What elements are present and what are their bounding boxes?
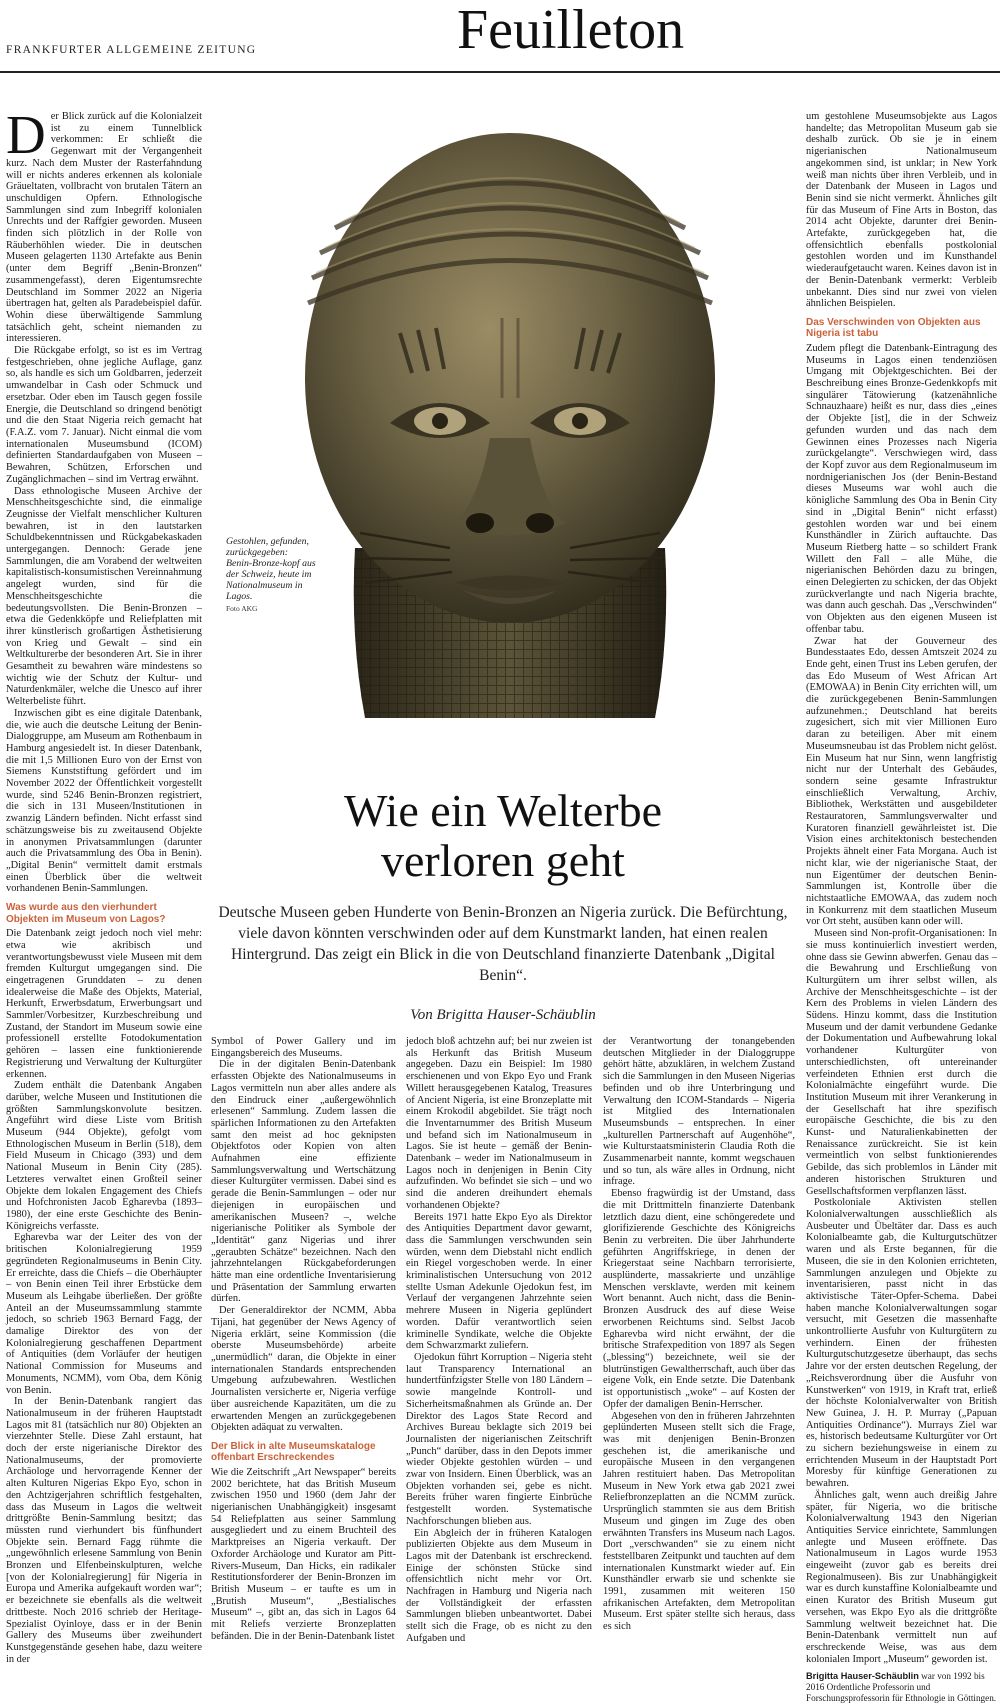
image-caption <box>226 536 316 614</box>
article-column-bottom-3 <box>603 1036 795 1686</box>
subheading: Das Verschwinden von Objekten aus Nigeria ist tabu <box>806 316 981 340</box>
paragraph: Postkoloniale Aktivisten stellen Kolonialverwaltungen ausschließlich als Ausbeuter und Übeltäter dar. Dass es auch Kolonialbeamte gab, die Kulturgutschützer waren und als Erste begannen, für die Museen, die sie in den Kolonien errichteten, Sammlungen anzulegen und Objekte zu inventarisieren, passt nicht in das aktivistische Täter-Opfer-Schema. Dabei haben manche Kolonialverwaltungen sogar versucht, mit Gesetzen die massenhafte unkontrollierte Ausfuhr von Kulturgütern zu verhindern. Einen der frühesten Kulturgutschutzgesetze überhaupt, das sechs Jahre vor der ersten deutschen Regelung, der „Reichsverordnung über die Ausfuhr von Kunstwerken“ von 1919, in Kraft trat, erließ der höchste Kolonialverwalter von British New Guinea, J. H. P. Murray („Papuan Antiquities Ordinance“). Murrays Ziel war es, historisch bedeutsame Kulturgüter vor Ort zu sichern beziehungsweise in einem zu errichtenden Museum in der Hauptstadt Port Moresby für künftige Generationen zu bewahren. <box>806 1197 997 1490</box>
newspaper-name: FRANKFURTER ALLGEMEINE ZEITUNG <box>6 44 257 56</box>
byline: Von Brigitta Hauser-Schäublin <box>410 1007 596 1023</box>
benin-bronze-head-photo <box>240 78 780 738</box>
paragraph: Ein Abgleich der in früheren Katalogen publizierten Objekte aus dem Museum in Lagos mit der Datenbank ist erschreckend. Einige der schönsten Stücke sind offensichtlich nicht mehr vor Ort. Nachfragen in Hamburg und Nigeria nach der Vollständigkeit der erfassten Sammlungen blieben unbeantwortet. Dabei stellt sich die Frage, ob es nicht zu den Aufgaben und <box>406 1527 592 1644</box>
paragraph: Zwar hat der Gouverneur des Bundesstaates Edo, dessen Amtszeit 2024 zu Ende geht, einen Trust ins Leben gerufen, der das Edo Museum of West African Art (EMOWAA) in Benin City errichten will, um die zurückgegebenen Benin-Sammlungen aufzunehmen.; Deutschland hat bereits zugesichert, sich mit vier Millionen Euro daran zu beteiligen. Aber mit einem Museumsneubau ist das Problem nicht gelöst. Ein Museum hat nur Sinn, wenn langfristig nicht nur der Unterhalt des Gebäudes, sondern seine gesamte Infrastruktur einschließlich Verwaltung, Archiv, Bibliothek, Werkstätten und ausgebildeter Restauratoren, Sammlungsverwalter und Kuratoren finanziell gewährleistet ist. Die Vision eines architektonisch bestechenden Projekts ähnelt einer Fata Morgana. Auch ist nicht klar, wie der nigerianische Staat, der nun Eigentümer der deutschen Benin-Sammlungen ist, Kontrolle über die nichtstaatliche EMOWAA, das zudem noch in Konkurrenz mit dem staatlichen Museum vor Ort steht, ausüben kann oder will. <box>806 635 997 928</box>
paragraph: Zudem enthält die Datenbank Angaben darüber, welche Museen und Institutionen die größten Sammlungskonvolute besitzen. Angeführt wird diese Liste vom British Museum (944 Objekte), gefolgt vom Ethnologischen Museum in Berlin (518), dem Field Museum in Chicago (393) und dem National Museum in Benin City (285). Letzteres verwaltet einen Großteil seiner Objekte dem lokalen Engagement des Chiefs und Hofchronisten Jacob Egharevba (1893–1980), der eine erste Geschichte des Benin-Königreichs verfasste. <box>6 1080 202 1232</box>
paragraph: In der Benin-Datenbank rangiert das Nationalmuseum in der früheren Hauptstadt Lagos mit 81 (tatsächlich nur 80) Objekten an vierzehnter Stelle. Diese Zahl erstaunt, hat doch der erste nigerianische Direktor des Nationalmuseums, der promovierte Archäologe und hervorragende Kenner der alten Kulturen Nigerias Ekpo Eyo, schon in den Achtzigerjahren schriftlich festgehalten, dass das Museum in Lagos die weltweit drittgrößte Benin-Sammlung besitzt; das müssten rund vierhundert bis fünfhundert Objekte sein. Bernard Fagg rühmte die „ungewöhnlich erlesene Sammlung von Benin Bronzen und Elfenbeinskulpturen, welche [von der Kolonialregierung] für Nigeria in Europa und Amerika aufgekauft worden war“; er bezeichnete sie ebenfalls als die weltweit drittbeste. Noch 2016 schrieb der Heritage-Spezialist Oyinloye, dass er in der Benin Gallery des Museums über zweihundert Kunstgegenstände gesehen habe, dazu weitere in der <box>6 1396 202 1665</box>
paragraph: Die Rückgabe erfolgt, so ist es im Vertrag festgeschrieben, ohne jegliche Auflage, ganz so, als handle es sich um Goldbarren, jederzeit umwandelbar in Cash oder Schmuck und ersetzbar. Oder eben im Tausch gegen fossile Energie, die Deutschland so dringend benötigt und die den Staat Nigeria reich gemacht hat (F.A.Z. vom 7. Januar). Nicht einmal die vom internationalen Museumsbund (ICOM) definierten Standardaufgaben von Museen – Bewahren, Schützen, Erforschen und Zugänglichmachen – sind im Vertrag erwähnt. <box>6 345 202 485</box>
paragraph: Inzwischen gibt es eine digitale Datenbank, die, wie auch die deutsche Leitung der Benin-Dialoggruppe, am Museum am Rothenbaum in Hamburg angesiedelt ist. In dieser Datenbank, die mit 1,5 Millionen Euro von der Ernst von Siemens Kunststiftung gefördert und im November 2022 der Öffentlichkeit vorgestellt wurde, sind 5246 Benin-Bronzen registriert, die sich in 131 Museen/Institutionen in zwanzig Ländern befinden. Nicht erfasst sind schätzungsweise bis zu zweitausend Objekte in anonymen Privatsammlungen (darunter auch die Privatsammlung des Oba in Benin). „Digital Benin“ vermittelt damit erstmals einen Überblick über die weltweit vorhandenen Benin-Sammlungen. <box>6 707 202 895</box>
paragraph: Ebenso fragwürdig ist der Umstand, dass die mit Drittmitteln finanzierte Datenbank letztlich dazu dient, eine schöngeredete und glorifizierende Geschichte des Königreichs Benin zu verbreiten. Die über Jahrhunderte geführten Angriffskriege, in denen der Kriegerstaat seine Nachbarn terrorisierte, ausplünderte, massakrierte und unzählige Menschen versklavte, werden mit keinem Wort benannt. Auch nicht, dass die Benin-Bronzen Ausdruck des auf diese Weise erworbenen Reichtums sind. Selbst Jacob Egharevba wird nicht erwähnt, der die britische Strafexpedition von 1897 als Segen („blessing“) bezeichnete, weil sie der blutrünstigen Gewaltherrschaft, auch über das eigene Volk, ein Ende setzte. Die Datenbank ist opportunistisch „woke“ – auf Kosten der Opfer der damaligen Benin-Herrscher. <box>603 1188 795 1410</box>
article-column-left <box>6 104 202 1686</box>
paragraph: Ähnliches galt, wenn auch dreißig Jahre später, für Nigeria, wo die britische Kolonialverwaltung 1943 den Nigerian Antiquities Service einrichtete, Sammlungen anlegte und Museen eröffnete. Das Nationalmuseum in Lagos wurde 1953 eingeweiht (zuvor gab es bereits drei Regionalmuseen). Bis zur Unabhängigkeit war es durch kunstaffine Kolonialbeamte und einen Kurator des British Museum gut versehen, was Ekpo Eyo als die drittgrößte Sammlung weltweit bezeichnet hat. Die Benin-Datenbank vermittelt nun auf erschreckende Weise, was aus dem kolonialen Import „Museum“ geworden ist. <box>806 1489 997 1665</box>
article-column-bottom-1 <box>211 1036 396 1686</box>
paragraph: Symbol of Power Gallery und im Eingangsbereich des Museums. <box>211 1036 396 1059</box>
paragraph: Dass ethnologische Museen Archive der Menschheitsgeschichte sind, die einmalige Zeugnisse der Vielfalt menschlicher Kulturen bewahren, ist in den lautstarken Schuldbekenntnissen und Rückgabekaskaden untergegangen. Dennoch: Gerade jene Sammlungen, die am Vorabend der weltweiten kapitalistisch-konsumistischen Vereinnahmung angelegt wurden, sind für die Menschheitsgeschichte die bedeutungsvollsten. Die Benin-Bronzen – etwa die Gedenkköpfe und Reliefplatten mit ihrer künstlerisch großartigen Ästhetisierung von Krieg und Gewalt – sind ein Weltkulturerbe der besonderen Art. Sie in ihrer Gesamtheit zu bewahren wäre mindestens so wichtig wie der Schutz der Kultur- und Naturdenkmäler, welche die Unesco auf ihrer Welterbeliste führt. <box>6 485 202 708</box>
paragraph: um gestohlene Museumsobjekte aus Lagos handelte; das Metropolitan Museum gab sie deshalb zurück. Ob sie je in einem nigerianischen Nationalmuseum angekommen sind, ist unklar; in New York weiß man nichts über ihren Verbleib, und in der Datenbank der Museen in Lagos und Benin sind sie nicht vermerkt. Ähnliches gilt für das Museum of Fine Arts in Boston, das 2014 acht Objekte, darunter drei Benin-Artefakte, zurückgegeben hat, die offensichtlich ebenfalls postkolonial gestohlen worden und im Kunsthandel wiederaufgetaucht waren. Keines davon ist in der Benin-Datenbank vermerkt: Verbleib unbekannt. Dies sind nur zwei von vielen ähnlichen Beispielen. <box>806 111 997 310</box>
caption-text: Gestohlen, gefunden, zurückgegeben: Benin-Bronze-kopf aus der Schweiz, heute im Nationalmuseum in Lagos. <box>226 536 316 602</box>
author-name: Brigitta Hauser-Schäublin <box>806 1671 919 1682</box>
subheading: Der Blick in alte Museumskataloge offenbart Erschreckendes <box>211 1440 376 1464</box>
photo-credit: Foto AKG <box>226 604 258 613</box>
paragraph: Bereits 1971 hatte Ekpo Eyo als Direktor des Antiquities Department davor gewarnt, dass die Sammlungen verschwunden sein würden, wenn dem Diebstahl nicht endlich ein Riegel vorgeschoben werde. In einer kriminalistischen Untersuchung von 2012 stellte Usman Adekunle Ojedokun fest, im Verlauf der vergangenen Jahrzehnte seien mehrere Museen in Nigeria geplündert worden. Dafür verantwortlich seien kriminelle Syndikate, welche die Objekte dem Schwarzmarkt zuliefern. <box>406 1211 592 1352</box>
paragraph: er Blick zurück auf die Kolonialzeit ist zu einem Tunnelblick verkommen: Er schließt die Gegenwart mit der Vergangenheit kurz. Nach dem Muster der Rasterfahndung will er nichts anderes erkennen als koloniale Gräueltaten, vollbracht von brutalen Tätern an unschuldigen Opfern. Ethnologische Sammlungen sind zum Inbegriff kolonialen Unrechts und der Raffgier geworden. Museen finden sich plötzlich in der Rolle von Räuberhöhlen wieder. Die in deutschen Museen gelagerten 1130 Artefakte aus Benin (unter dem Begriff „Benin-Bronzen“ zusammengefasst), deren Eigentumsrechte Deutschland im Sommer 2022 an Nigeria übertragen hat, gelten als Paradebeispiel dafür. Wohin diese überwältigende Sammlung tatsächlich geht, scheint niemanden zu interessieren. <box>6 111 202 345</box>
paragraph: Abgesehen von den in früheren Jahrzehnten geplünderten Museen stellt sich die Frage, was mit denjenigen Benin-Bronzen geschehen ist, die amerikanische und europäische Museen in den vergangenen Jahren restituiert haben. Das Metropolitan Museum in New York etwa gab 2021 zwei Reliefbronzeplatten an die NCMM zurück. Ursprünglich stammten sie aus dem British Museum und gingen im Zuge des oben erwähnten Transfers ins Museum nach Lagos. Dort „verschwanden“ sie zu einem nicht feststellbaren Zeitpunkt und tauchten auf dem internationalen Kunstmarkt wieder auf. Ein Kunsthändler erwarb sie und schenkte sie 1991, zusammen mit weiteren 150 afrikanischen Artefakten, dem Metropolitan Museum. Erst später stellte sich heraus, dass es sich <box>603 1410 795 1633</box>
paragraph: Ojedokun führt Korruption – Nigeria steht laut Transparency International an hundertfünfzigster Stelle von 180 Ländern – sowie mangelnde Kontroll- und Sicherheitsmaßnahmen als Gründe an. Der Direktor des Lagos State Record and Archives Bureau beklagte sich 2019 bei Journalisten der nigerianischen Zeitschrift „Punch“ darüber, dass in den Depots immer wieder Objekte gestohlen würden – und zwar von Insidern. Einen Überblick, was an Objekten vorhanden sei, gebe es nicht. Bereits früher waren fingierte Einbrüche festgestellt worden. Systematische Nachforschungen blieben aus. <box>406 1351 592 1527</box>
paragraph: jedoch bloß achtzehn auf; bei nur zweien ist als Herkunft das British Museum angegeben. Dazu ein Beispiel: Im 1980 erschienenen und von Ekpo Eyo und Frank Willett herausgegebenen Katalog, Treasures of Ancient Nigeria, ist eine Bronzeplatte mit einem Krokodil abgebildet. Sie trägt noch die Inventarnummer des British Museum und befand sich im Nationalmuseum in Lagos. Sie ist heute – gemäß der Benin-Datenbank – weder im Nationalmuseum in Lagos noch in denjenigen in Benin City aufzufinden. Wo befindet sie sich – und wo sind die anderen dreihundert ehemals vorhandenen Objekte? <box>406 1036 592 1211</box>
article-headline <box>211 786 795 886</box>
paragraph: Der Generaldirektor der NCMM, Abba Tijani, hat gegenüber der News Agency of Nigeria erklärt, seine Kommission (die oberste Museumsbehörde) arbeite „unermüdlich“ daran, die Objekte in einer internationalen Standards entsprechenden Umgebung aufzubewahren. Westlichen Journalisten versicherte er, Nigeria verfüge über ausreichende Kapazitäten, um die zu erwartenden Mengen an zurückgegebenen Objekten adäquat zu verwalten. <box>211 1305 396 1434</box>
drop-cap: D <box>6 104 46 165</box>
header-rule <box>0 71 1000 73</box>
paragraph: der Verantwortung der tonangebenden deutschen Mitglieder in der Dialoggruppe gehört hätte, abzuklären, in welchem Zustand sich die Sammlungen in den Museen Nigerias befinden und ob ihre Unterbringung und Verwaltung den ICOM-Standards – Nigeria ist Mitglied des Internationalen Museumsbunds – entsprechen. In einer „kulturellen Partnerschaft auf Augenhöhe“, wie Kulturstaatsministerin Claudia Roth die Zusammenarbeit nannte, kommt wegschauen und so tun, als wäre alles in Ordnung, nicht infrage. <box>603 1036 795 1188</box>
paragraph: Die Datenbank zeigt jedoch noch viel mehr: etwa wie akribisch und verantwortungsbewusst viele Museen mit dem fremden Kulturgut umgegangen sind. Die eingetragenen Grunddaten – zu denen idealerweise die Maße des Objekts, Material, Herkunft, Erwerbsdatum, Erwerbungsart und Sammler/Vorbesitzer, Kurzbeschreibung und Zustand, der Standort im Museum sowie eine professionell erstellte Fotodokumentation gehören – lassen eine funktionierende Registrierung und Verwaltung der Kulturgüter erkennen. <box>6 928 202 1080</box>
article-column-right <box>806 111 997 1704</box>
headline-line-2: verloren geht <box>381 835 625 886</box>
article-deck: Deutsche Museen geben Hunderte von Benin-Bronzen an Nigeria zurück. Die Befürchtung, viele davon könnten verschwinden oder auf dem Kunstmarkt landen, hat einen realen Hintergrund. Das zeigt ein Blick in die von Deutschland finanzierte Datenbank „Digital Benin“. <box>218 904 788 984</box>
paragraph: Egharevba war der Leiter des von der britischen Kolonialregierung 1959 gegründeten Regionalmuseums in Benin City. Er erreichte, dass die Chiefs – die Oberhäupter – von Benin einen Teil ihrer Erbstücke dem Museum als Leihgabe überließen. Der größte Anteil an der Museumssammlung stammte jedoch, so schrieb 1963 Bernard Fagg, der damalige Direktor des von der Kolonialregierung geschaffenen Department of Antiquities (dem Vorläufer der heutigen National Commission for Museums and Monuments, NCMM), vom Oba, dem König von Benin. <box>6 1232 202 1396</box>
author-note <box>806 1671 997 1704</box>
section-title: Feuilleton <box>457 0 685 61</box>
paragraph: Museen sind Non-profit-Organisationen: In sie muss kontinuierlich investiert werden, ohne dass sie Gewinn abwerfen. Genau das – die Bewahrung und Erschließung von Kulturgütern um ihrer selbst willen, als Archive der Menschheitsgeschichte – ist der Kern des Problems in vielen Ländern des Südens. Hinzu kommt, dass die Institution Museum und der damit verbundene Gedanke der Dokumentation und Aufbewahrung lokal vorhandener Kulturgüter von unterschiedlichsten, oft untereinander verfeindeten Ethnien erst durch die Kolonialmächte eingeführt wurde. Die Institution Museum mit ihrer Verankerung in der Gesellschaft hat ihre spezifisch europäische Geschichte, die bis zu den Kunst- und Naturalienkabinetten der Renaissance zurückreicht. Sie ist kein vermeintlich von selbst funktionierendes Gebilde, das sich problemlos in Länder mit anderen historischen Strukturen und Gesellschaftsformen verpflanzen lässt. <box>806 928 997 1197</box>
paragraph: Zudem pflegt die Datenbank-Eintragung des Museums in Lagos einen tendenziösen Umgang mit Objektgeschichten. Bei der Beschreibung eines Bronze-Gedenkkopfs mit singulärer Tätowierung (katzenähnliche Schnauzhaare) heißt es nur, dass dies „eines der Objekte [ist], die in der Schweiz gefunden wurden und das nach dem Gewinnen eines Prozesses nach Nigeria zurückgelangte“. Verschwiegen wird, dass der Kopf zuvor aus dem Regionalmuseum im nordnigerianischen Jos (der Benin-Bestand dieses Museums war wohl auch die königliche Sammlung des Oba in Benin City sind in „Digital Benin“ nicht erfasst) gestohlen worden war und bei einem Kunsthändler in Zürich auftauchte. Das Museum Rietberg hatte – so schildert Frank Willett den Fall – alle Mühe, die nigerianischen Behörden dazu zu bringen, einen Delegierten zu schicken, der das Objekt zurückverlangte und nach Nigeria brachte, was dann auch geschah. Das „Verschwinden“ von Objekten aus den eigenen Museen ist offenbar tabu. <box>806 342 997 635</box>
paragraph: Wie die Zeitschrift „Art Newspaper“ bereits 2002 berichtete, hat das British Museum zwischen 1950 und 1960 (dem Jahr der nigerianischen Unabhängigkeit) insgesamt 54 Reliefplatten aus seiner Sammlung ausgegliedert und zu einem Bruchteil des Marktpreises an Nigeria verkauft. Der Oxforder Archäologe und Kurator am Pitt-Rivers-Museum, Dan Hicks, ein radikaler Restitutionsforderer der Benin-Bronzen im British Museum – er taufte es um in „Brutish Museum“, „Bestialisches Museum“ –, gibt an, das sich in Lagos 64 mit Reliefs verzierte Bronzeplatten befänden. Die in der Benin-Datenbank listet <box>211 1466 396 1642</box>
author-bio: war von 1992 bis 2016 Ordentliche Professorin und Forschungsprofessorin für Ethnologie in Göttingen. <box>806 1671 997 1704</box>
article-column-bottom-2 <box>406 1036 592 1686</box>
subheading: Was wurde aus den vierhundert Objekten im Museum von Lagos? <box>6 902 166 925</box>
paragraph: Die in der digitalen Benin-Datenbank erfassten Objekte des Nationalmuseums in Lagos vermitteln nun aber alles andere als den Eindruck einer „außergewöhnlich erlesenen“ Sammlung. Zudem lassen die spärlichen Informationen zu den Artefakten samt den meist ad hoc geknipsten Objektfotos oder Kopien von alten Aufnahmen eine effiziente Sammlungsverwaltung und Wertschätzung dieser Kulturgüter vermissen. Dabei sind es gerade die Benin-Sammlungen – oder nur diejenigen in europäischen und amerikanischen Museen? –, welche nigerianische Politiker als Symbole der „Identität“ ganz Nigerias und ihrer „geraubten Schätze“ bezeichnen. Nach den jahrzehntelangen Rückgabeforderungen hätte man eine ordentliche Inventarisierung und Präsentation der Sammlung erwarten dürfen. <box>211 1059 396 1305</box>
headline-line-1: Wie ein Welterbe <box>343 785 662 836</box>
